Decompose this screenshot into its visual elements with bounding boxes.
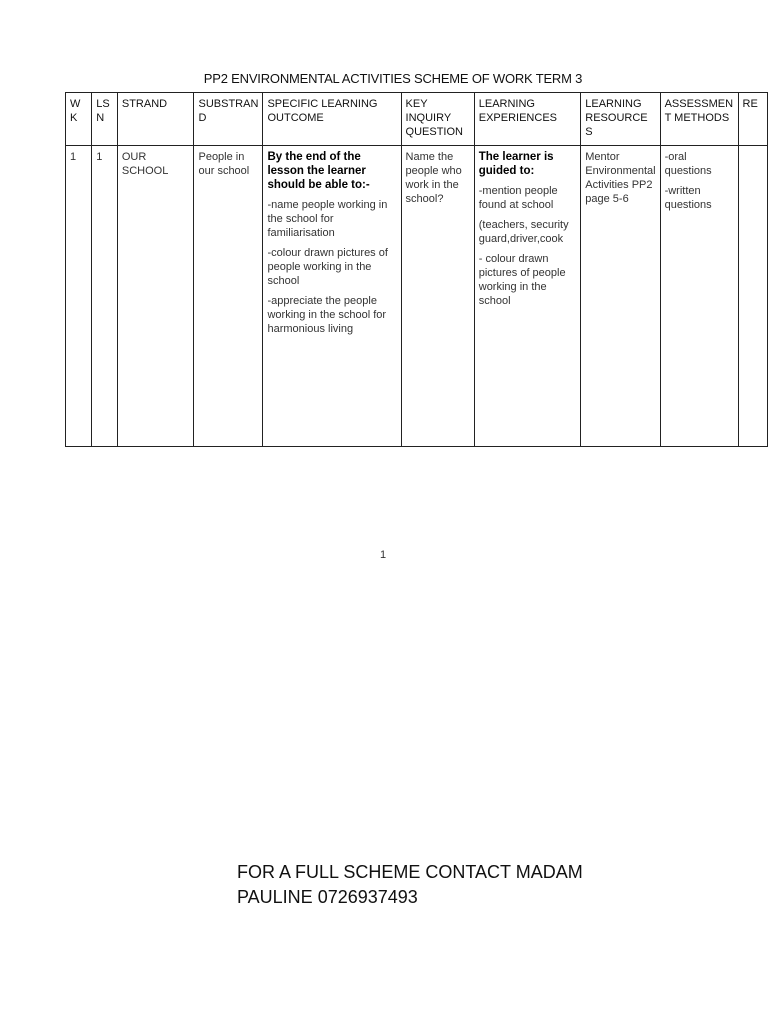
scheme-of-work-table [65,92,768,447]
cell-substrand: People in our school [194,146,263,447]
table-row [66,146,768,447]
outcome-intro: By the end of the lesson the learner should be able to:- [267,151,370,191]
experiences-intro: The learner is guided to: [478,151,554,177]
cell-reflection [738,146,767,447]
cell-key-inquiry-question: Name the people who work in the school? [401,146,474,447]
contact-note: FOR A FULL SCHEME CONTACT MADAM PAULINE 0726937493 [237,862,583,907]
experience-item: -mention people found at school [478,185,558,211]
header-reflection: RE [738,93,767,146]
assessment-item: -oral questions [664,151,712,177]
page-number: 1 [380,549,387,561]
outcome-item: -appreciate the people working in the school for harmonious living [267,295,387,335]
experience-item: (teachers, security guard,driver,cook [478,219,569,245]
cell-lesson: 1 [92,146,118,447]
cell-learning-experiences [474,146,581,447]
header-learning-experiences: LEARNING EXPERIENCES [474,93,581,146]
header-learning-resources: LEARNING RESOURCE S [581,93,660,146]
outcome-item: -colour drawn pictures of people working in the school [267,247,388,287]
cell-learning-resources: Mentor Environmental Activities PP2 page 5-6 [581,146,660,447]
header-assessment-methods: ASSESSMEN T METHODS [660,93,738,146]
experience-item: - colour drawn pictures of people working in the school [478,253,566,307]
header-lesson: LS N [92,93,118,146]
cell-assessment-methods [660,146,738,447]
table-header-row [66,93,768,146]
cell-specific-learning-outcome [263,146,401,447]
assessment-item: -written questions [664,185,712,211]
header-key-inquiry-question: KEY INQUIRY QUESTION [401,93,474,146]
header-specific-learning-outcome: SPECIFIC LEARNING OUTCOME [263,93,401,146]
cell-strand: OUR SCHOOL [117,146,194,447]
cell-week: 1 [66,146,92,447]
header-strand: STRAND [117,93,194,146]
header-substrand: SUBSTRAN D [194,93,263,146]
outcome-item: -name people working in the school for familiarisation [267,199,388,239]
header-week: W K [66,93,92,146]
document-title: PP2 ENVIRONMENTAL ACTIVITIES SCHEME OF WORK TERM 3 [203,71,583,86]
